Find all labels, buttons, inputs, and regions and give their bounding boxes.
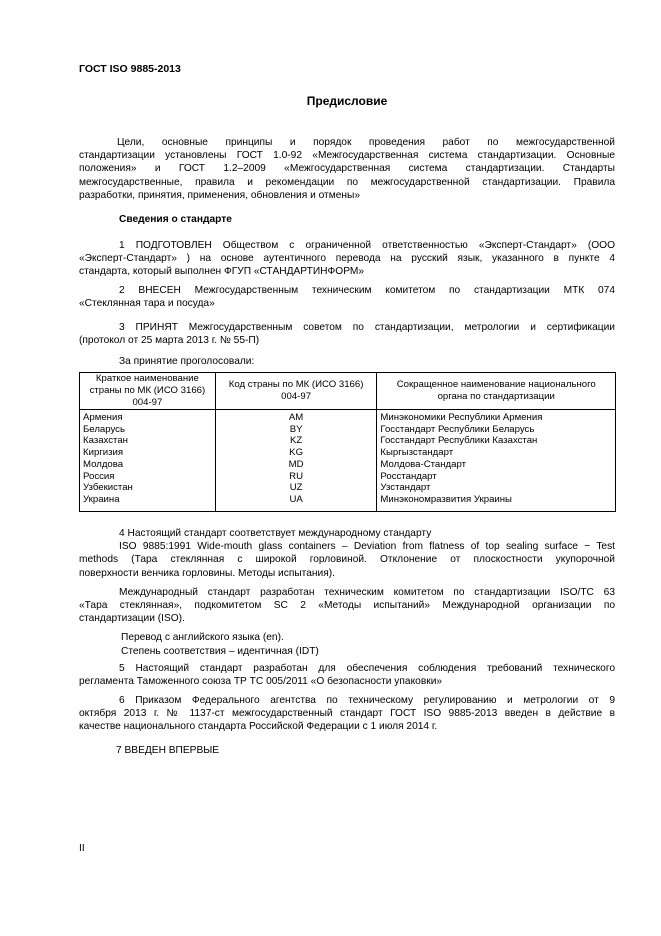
item-5-developed bbox=[79, 662, 615, 688]
item-2-line-2: «Стеклянная тара и посуда» bbox=[79, 298, 215, 310]
item-6-line-2: октября 2013 г. № 1137-ст межгосударственный стандарт ГОСТ ISO 9885-2013 введен в действие в bbox=[79, 708, 615, 720]
standard-info-title: Сведения о стандарте bbox=[119, 214, 232, 225]
item-3-line-2: (протокол от 25 марта 2013 г. № 55-П) bbox=[79, 335, 260, 347]
voting-table bbox=[79, 372, 616, 512]
document-code: ГОСТ ISO 9885-2013 bbox=[79, 63, 181, 75]
item-6-line-3: качестве национального стандарта Российской Федерации с 1 июля 2014 г. bbox=[79, 721, 438, 733]
table-header-row bbox=[80, 373, 616, 410]
item-1-prepared bbox=[79, 239, 615, 279]
item-5-line-1: 5 Настоящий стандарт разработан для обеспечения соблюдения требований технического bbox=[119, 663, 615, 674]
item-2-submitted bbox=[79, 284, 615, 310]
item-1-line-2: «Эксперт-Стандарт» ) на основе аутентичного перевода на русский язык, указанного в пункте 4 bbox=[79, 253, 615, 265]
header-standards-body: Сокращенное наименование национального органа по стандартизации bbox=[377, 373, 616, 410]
item-4-line-1: 4 Настоящий стандарт соответствует международному стандарту bbox=[119, 528, 432, 539]
item-5-line-2: регламента Таможенного союза ТР ТС 005/2011 «О безопасности упаковки» bbox=[79, 676, 443, 688]
iso-line-3: стандартизации (ISO). bbox=[79, 613, 185, 625]
item-6-line-1: 6 Приказом Федерального агентства по техническому регулированию и метрологии от 9 bbox=[119, 695, 615, 706]
item-7-first-introduced: 7 ВВЕДЕН ВПЕРВЫЕ bbox=[116, 745, 220, 756]
table-row bbox=[80, 410, 616, 512]
item-3-line-1: 3 ПРИНЯТ Межгосударственным советом по стандартизации, метрологии и сертификации bbox=[119, 322, 615, 333]
item-1-line-1: 1 ПОДГОТОВЛЕН Обществом с ограниченной ответственностью «Эксперт-Стандарт» (ООО bbox=[119, 240, 615, 251]
item-2-line-1: 2 ВНЕСЕН Межгосударственным техническим комитетом по стандартизации МТК 074 bbox=[119, 285, 615, 296]
translation-note: Перевод с английского языка (en). bbox=[121, 632, 284, 643]
iso-line-1: Международный стандарт разработан техническим комитетом по стандартизации ISO/TC 63 bbox=[119, 587, 615, 598]
foreword-heading: Предисловие bbox=[306, 94, 388, 108]
countries-cell: Армения Беларусь Казахстан Киргизия Молдова Россия Узбекистан Украина bbox=[80, 410, 216, 512]
intro-line-2: стандартизации установлены ГОСТ 1.0-92 «Межгосударственная система стандартизации. Основные bbox=[79, 150, 615, 162]
intro-line-4: межгосударственные, правила и рекомендации по межгосударственной стандартизации. Правила bbox=[79, 176, 615, 188]
item-4-correspondence bbox=[79, 527, 615, 580]
vote-intro: За принятие проголосовали: bbox=[119, 356, 255, 367]
conformity-note: Степень соответствия – идентичная (IDT) bbox=[121, 646, 319, 657]
item-3-adopted bbox=[79, 321, 615, 347]
item-6-order bbox=[79, 694, 615, 734]
header-country-code: Код страны по МК (ИСО 3166) 004-97 bbox=[215, 373, 377, 410]
intro-line-3: положения» и ГОСТ 1.2–2009 «Межгосударственная система стандартизации. Стандарты bbox=[79, 163, 615, 175]
intro-paragraph bbox=[79, 136, 615, 202]
intro-line-1: Цели, основные принципы и порядок проведения работ по межгосударственной bbox=[117, 137, 615, 148]
bodies-cell: Минэкономики Республики Армения Госстандарт Республики Беларусь Госстандарт Республики Казахстан Кыргызстандарт Молдова-Стандарт Росстандарт Узстандарт Минэкономразвития Украины bbox=[377, 410, 616, 512]
intro-line-5: разработки, принятия, применения, обновления и отмены» bbox=[79, 189, 361, 201]
iso-line-2: «Тара стеклянная», подкомитетом SC 2 «Методы испытаний» Международной организации по bbox=[79, 600, 615, 612]
item-4-line-2: ISO 9885:1991 Wide-mouth glass containers – Deviation from flatness of top sealing surface − Test bbox=[119, 541, 615, 553]
item-4-line-3: methods (Тара стеклянная с широкой горловиной. Отклонение от плоскостности укупорочной bbox=[79, 554, 615, 566]
header-country-name: Краткое наименование страны по МК (ИСО 3166) 004-97 bbox=[80, 373, 216, 410]
iso-paragraph bbox=[79, 586, 615, 626]
page-number: II bbox=[79, 843, 85, 854]
item-1-line-3: стандарта, который выполнен ФГУП «СТАНДАРТИНФОРМ» bbox=[79, 266, 365, 278]
item-4-line-4: поверхности венчика горловины. Методы испытания). bbox=[79, 567, 335, 579]
codes-cell: AM BY KZ KG MD RU UZ UA bbox=[215, 410, 377, 512]
